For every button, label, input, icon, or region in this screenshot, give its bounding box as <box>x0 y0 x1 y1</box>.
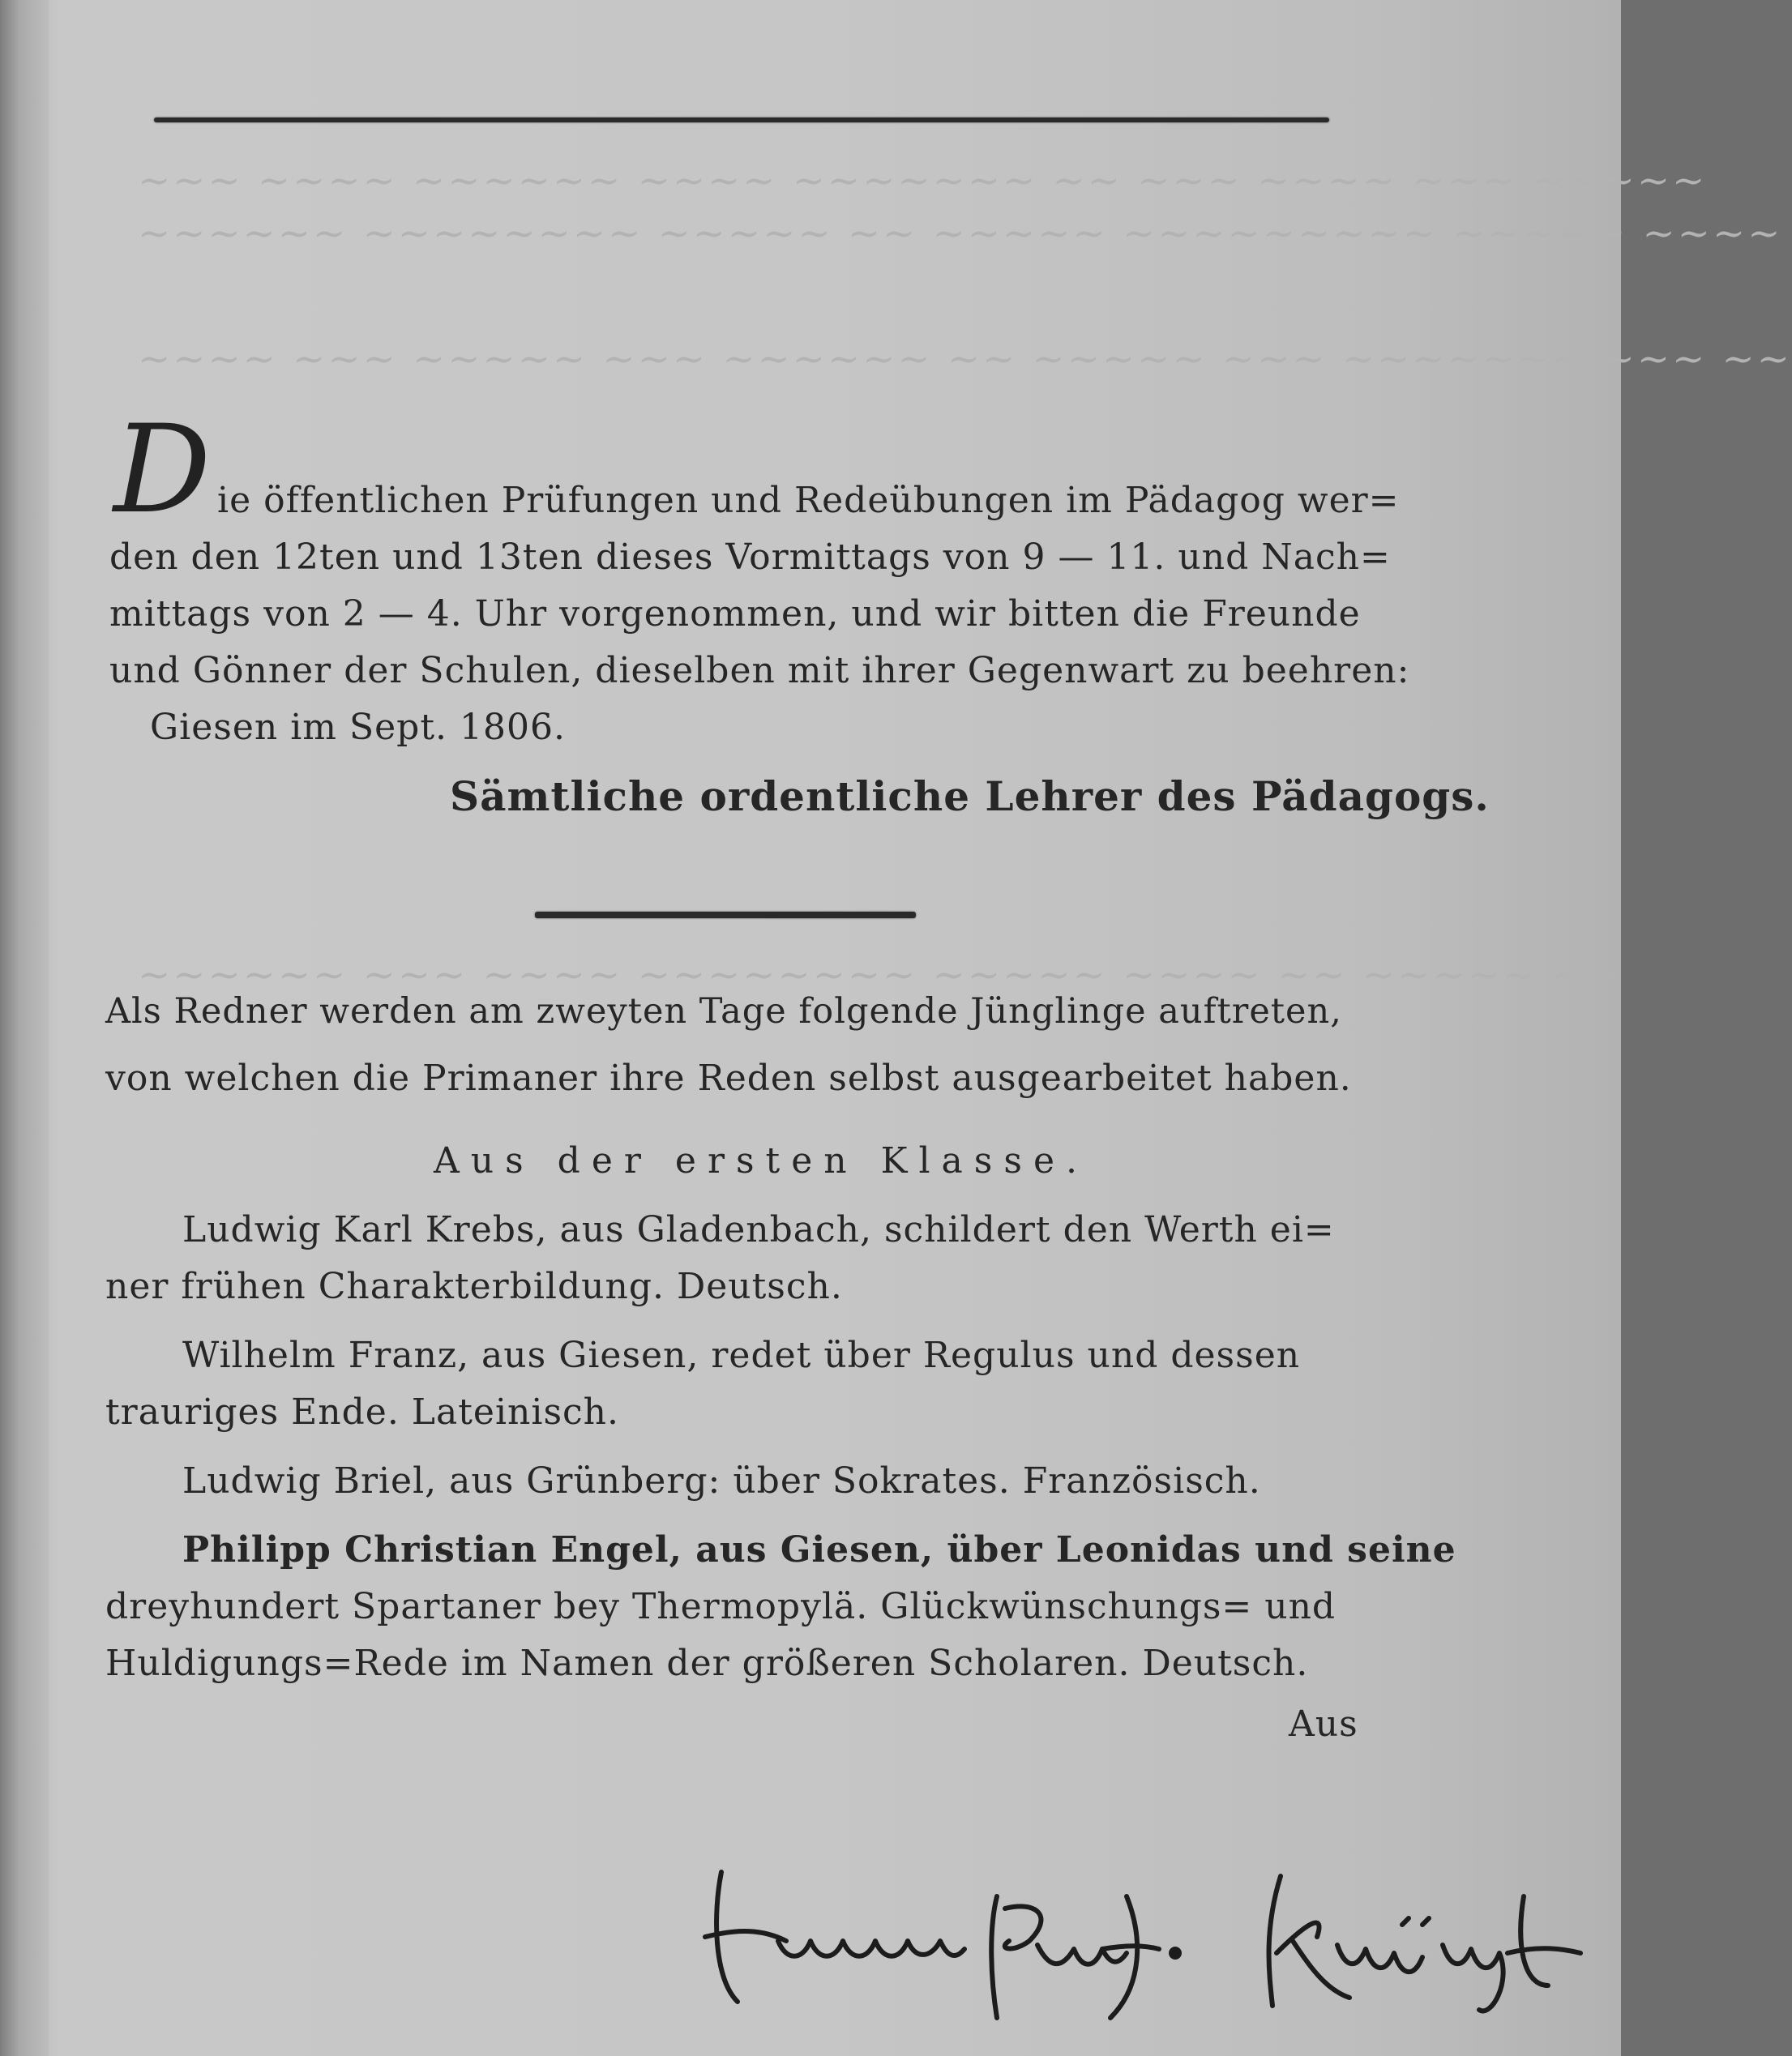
entry-line: Huldigungs=Rede im Namen der größeren Scholaren. Deutsch. <box>105 1643 1309 1684</box>
handwritten-signature <box>689 1864 1605 2026</box>
book-spine-shadow <box>0 0 49 2056</box>
bleed-through-text: ~~~ ~~~~ ~~~~~~ ~~~~ ~~~~~~~ ~~ ~~~ ~~~~ ~~~ ~~~~~ <box>138 158 1708 203</box>
entry-line: Ludwig Karl Krebs, aus Gladenbach, schildert den Werth ei= <box>182 1209 1335 1250</box>
entry-line: Wilhelm Franz, aus Giesen, redet über Regulus und dessen <box>182 1335 1301 1376</box>
entry-line: ner frühen Charakterbildung. Deutsch. <box>105 1266 843 1307</box>
intro-line: und Gönner der Schulen, dieselben mit ihrer Gegenwart zu beehren: <box>109 650 1410 691</box>
top-rule <box>154 118 1329 122</box>
intro-line: den den 12ten und 13ten dieses Vormittags von 9 — 11. und Nach= <box>109 536 1391 578</box>
catchword: Aus <box>1289 1703 1358 1745</box>
entry-line: dreyhundert Spartaner bey Thermopylä. Glückwünschungs= und <box>105 1586 1337 1627</box>
class-heading: Aus der ersten Klasse. <box>434 1140 1088 1182</box>
speakers-intro-line: Als Redner werden am zweyten Tage folgende Jünglinge auftreten, <box>105 991 1342 1032</box>
entry-line: trauriges Ende. Lateinisch. <box>105 1391 619 1433</box>
bleed-through-text: ~~~~ ~~~ ~~~~~ ~~~ ~~~~~~ ~~ ~~~~~ ~~~ ~~~~~~~ ~~~ ~~ <box>138 336 1792 382</box>
bleed-through-text: ~~~~~~ ~~~ ~~~~ ~~~~~~~~ ~~~~~ ~~~~ ~~ ~~~~~ ~~ <box>138 952 1623 998</box>
middle-rule <box>535 912 916 918</box>
signature-line: Sämtliche ordentliche Lehrer des Pädagogs. <box>450 772 1490 820</box>
speakers-intro-line: von welchen die Primaner ihre Reden selbst ausgearbeitet haben. <box>105 1058 1352 1099</box>
bleed-through-text: ~~~~~~ ~~~~~~~~ ~~~~~ ~~ ~~~~~ ~~~~~~~~~ ~~~~~ ~~~~ <box>138 211 1783 256</box>
entry-line: Ludwig Briel, aus Grünberg: über Sokrates. Französisch. <box>182 1460 1261 1502</box>
drop-cap: D <box>113 400 212 541</box>
place-date: Giesen im Sept. 1806. <box>150 707 566 748</box>
intro-line: mittags von 2 — 4. Uhr vorgenommen, und wir bitten die Freunde <box>109 593 1361 635</box>
intro-line: ie öffentlichen Prüfungen und Redeübungen im Pädagog wer= <box>217 480 1400 521</box>
entry-line: Philipp Christian Engel, aus Giesen, über Leonidas und seine <box>182 1529 1456 1571</box>
